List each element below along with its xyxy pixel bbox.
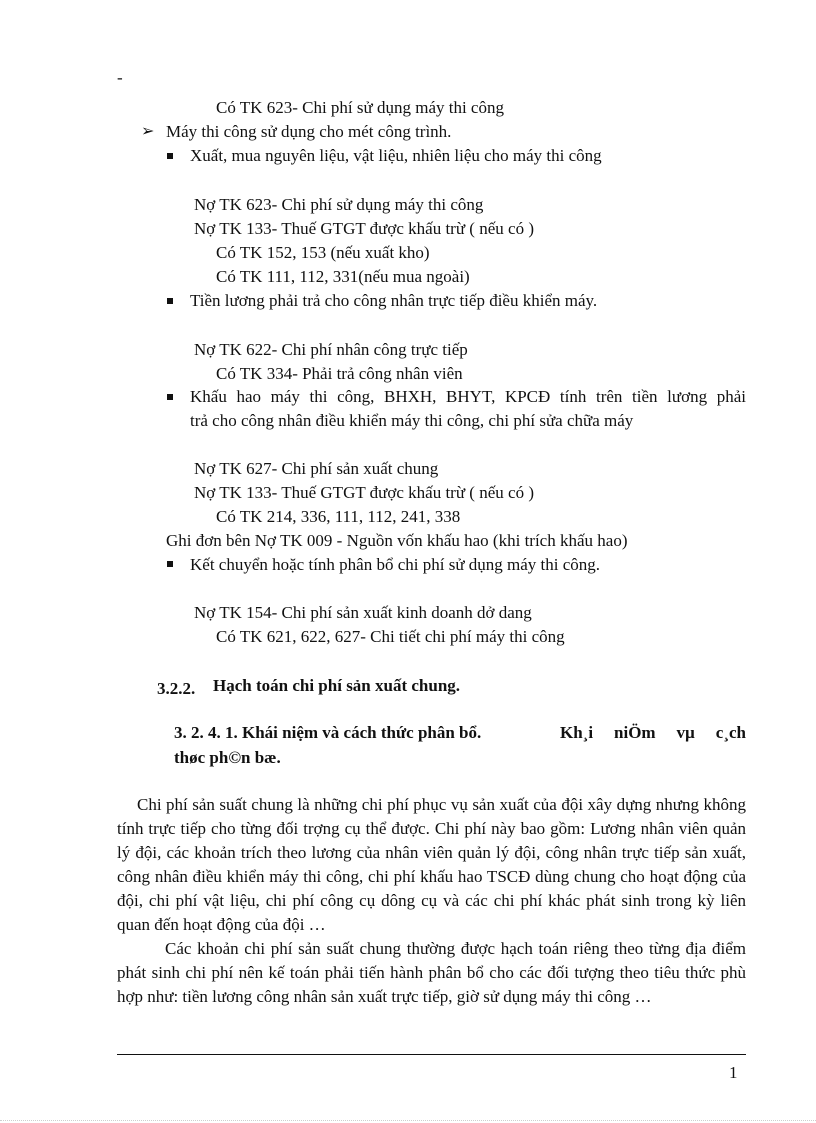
section-title: Hạch toán chi phí sản xuất chung. <box>213 676 461 695</box>
page-bottom-border <box>0 1120 816 1121</box>
entry-credit-621: Có TK 621, 622, 627- Chi tiết chi phí máy thi công <box>216 627 565 646</box>
entry-debit-623: Nợ TK 623- Chi phí sử dụng máy thi công <box>194 195 484 214</box>
arrow-bullet-icon: ➢ <box>141 123 155 140</box>
square-bullet-icon <box>167 561 173 567</box>
entry-credit-334: Có TK 334- Phải trả công nhân viên <box>216 364 463 383</box>
entry-credit-152: Có TK 152, 153 (nếu xuất kho) <box>216 243 430 262</box>
entry-credit-623: Có TK 623- Chi phí sử dụng máy thi công <box>216 98 504 117</box>
entry-debit-133-a: Nợ TK 133- Thuế GTGT được khấu trừ ( nếu có ) <box>194 219 534 238</box>
entry-debit-133-b: Nợ TK 133- Thuế GTGT được khấu trừ ( nếu có ) <box>194 483 534 502</box>
item-wages: Tiền lương phải trả cho công nhân trực tiếp điều khiển máy. <box>190 291 598 310</box>
subsection-garbled-1: Kh¸i niÖm vµ c¸ch <box>560 723 746 742</box>
entry-debit-622: Nợ TK 622- Chi phí nhân công trực tiếp <box>194 340 468 359</box>
square-bullet-icon <box>167 394 173 400</box>
note-debit-009: Ghi đơn bên Nợ TK 009 - Nguồn vốn khấu hao (khi trích khấu hao) <box>166 531 628 550</box>
section-number: 3.2.2. <box>157 679 196 698</box>
heading-machine-for-project: Máy thi công sử dụng cho mét công trình. <box>166 122 452 141</box>
item-depreciation-line1: Khấu hao máy thi công, BHXH, BHYT, KPCĐ tính trên tiền lương phải <box>190 387 746 406</box>
square-bullet-icon <box>167 153 173 159</box>
item-purchase-materials: Xuất, mua nguyên liệu, vật liệu, nhiên liệu cho máy thi công <box>190 146 602 165</box>
square-bullet-icon <box>167 298 173 304</box>
entry-debit-154: Nợ TK 154- Chi phí sản xuất kinh doanh dở dang <box>194 603 532 622</box>
subsection-title: 3. 2. 4. 1. Khái niệm và cách thức phân bổ. <box>174 723 482 742</box>
subsection-garbled-2: thøc ph©n bæ. <box>174 748 281 767</box>
paragraph-definition: Chi phí sản suất chung là những chi phí phục vụ sản xuất của đội xây dựng nhưng không tính trực tiếp cho từng đối trợng cụ thể được. Chi phí này bao gồm: Lương nhân viên quản lý đội, các khoản trích theo lương của nhân viên quản lý đội, công nhân trực tiếp sản xuất, công nhân điều khiển máy thi công, chi phí khấu hao TSCĐ dùng chung cho hoạt động của đội, chi phí vật liệu, chi phí công cụ dông cụ và các chi phí khác phát sinh trong kỳ liên quan đến hoạt động của đội … <box>117 795 746 934</box>
entry-debit-627: Nợ TK 627- Chi phí sản xuất chung <box>194 459 439 478</box>
footer-divider <box>117 1054 746 1055</box>
item-allocation: Kết chuyển hoặc tính phân bổ chi phí sử dụng máy thi công. <box>190 555 601 574</box>
entry-credit-214: Có TK 214, 336, 111, 112, 241, 338 <box>216 507 461 526</box>
page-number: 1 <box>729 1063 738 1082</box>
item-depreciation-line2: trả cho công nhân điều khiển máy thi công, chi phí sửa chữa máy <box>190 411 634 430</box>
paragraph-allocation: Các khoản chi phí sản suất chung thường được hạch toán riêng theo từng địa điểm phát sinh chi phí nên kế toán phải tiến hành phân bổ cho các đối tượng theo tiêu thức phù hợp như: tiền lương công nhân sản xuất trực tiếp, giờ sử dụng máy thi công … <box>117 939 746 1006</box>
entry-credit-111: Có TK 111, 112, 331(nếu mua ngoài) <box>216 267 470 286</box>
top-mark: - <box>117 68 123 87</box>
